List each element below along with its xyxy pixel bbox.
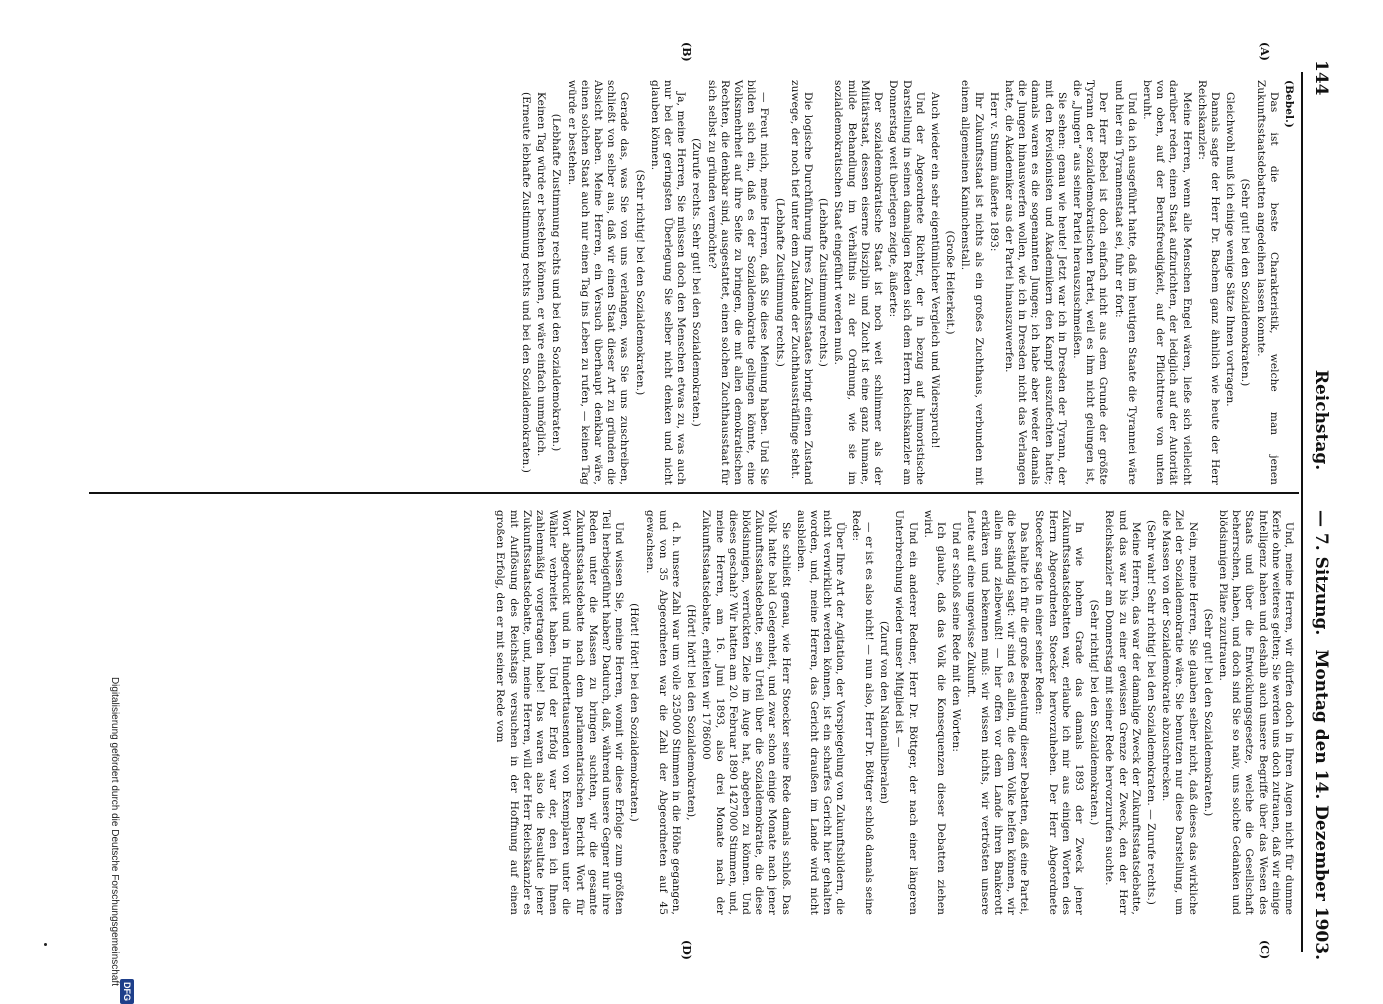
paragraph: — Freut mich, meine Herren, daß Sie diese Meinung haben. Und Sie bilden sich ein, daß es der Sozialdemokratie gelingen könnte, eine Volksmehrheit auf ihre Seite zu bringen, die mit allen demokratischen Rechten, die denkbar sind, ausgestattet, einen solchen Zuchthausstaat für sich selbst zu gründen vermöchte?: [705, 80, 771, 485]
interjection: (Zuruf von den Nationalliberalen): [878, 621, 891, 804]
quotation: Das halte ich für die große Bedeutung dieser Debatten, daß eine Partei, die beständig sagt: wir sind es allein, die dem Volke helfen können, wir allein sind zielbewußt! — hier offen vor dem Lande ihren Bankerott erklären und bekennen muß: wir wissen nichts, wir vertrösten unsere Leute auf eine ungewisse Zukunft.: [965, 510, 1031, 915]
paragraph: Und ein anderer Redner, Herr Dr. Böttger, der nach einer längeren Unterbrechung wieder unser Mitglied ist —: [893, 510, 919, 915]
paragraph: Herr v. Stumm äußerte 1893:: [987, 92, 1000, 252]
speck: [44, 943, 47, 946]
paragraph: Und der Abgeordnete Richter, der in bezug auf humoristische Darstellung in seinen damaligen Reden sich dem Herrn Reichskanzler am Donnerstag weit überlegen zeigte, äußerte:: [887, 80, 926, 485]
paragraph: Und wissen Sie, meine Herren, womit wir diese Erfolge zum größten Teil herbeigeführt haben? Dadurch, daß, während unsere Gegner nur ihre Reden unter die Massen zu bringen suchten, wir die gesamte Zukunftsstaatsdebatte nach dem parlamentarischen Bericht Wort für Wort abgedruckt und in Hunderttausenden von Exemplaren unter die Wähler verbreitet haben. Und der Erfolg war der, den ich Ihnen zahlenmäßig vorgetragen habe! Das waren also die Resultate jener Zukunftsstaatsdebatte, und, meine Herren, will der Herr Reichskanzler es mit Auflösung des Reichstags versuchen in der Hoffnung auf einen großen Erfolg, den er mit seiner Rede vom: [494, 510, 626, 915]
interjection: (Lebhafte Zustimmung rechts.): [773, 197, 786, 368]
paragraph: Das ist die beste Charakteristik, welche man jenen Zukunftsstaatsdebatten angedeihen lassen konnte.: [1254, 80, 1280, 485]
paragraph: Gerade das, was Sie von uns verlangen, was Sie uns zuschreiben, schließt von selber aus, daß wir einen Staat dieser Art zu gründen die Absicht haben. Meine Herren, ein Versuch überhaupt denkbar wäre, einen solchen Staat auch nur einen Tag ins Leben zu rufen, — keinen Tag würde er bestehen.: [565, 80, 631, 485]
quotation: Die logische Durchführung Ihres Zukunftsstaates bringt einen Zustand zuwege, der noch tief unter dem Zustande der Zuchthaussträflinge steht.: [788, 80, 815, 485]
paragraph: Keinen Tag würde er bestehen können, er wäre einfach unmöglich.: [535, 92, 548, 457]
right-column: [491, 510, 1295, 915]
paragraph: Meine Herren, das war der damalige Zweck der Zukunftsstaatsdebatte, und das war bis zu einer gewissen Grenze der Zweck, den der Herr Reichskanzler am Donnerstag mit seiner Rede hervorzurufen suchte.: [1103, 510, 1142, 915]
interjection: (Sehr richtig! bei den Sozialdemokraten.): [1088, 599, 1101, 826]
session-date: Montag den 14. Dezember 1903.: [1311, 649, 1331, 960]
paragraph: Nein, meine Herren, Sie glauben selber nicht, daß dieses das wirkliche Ziel der Sozialdemokratie wäre. Sie benutzen nur diese Darstellung, um die Massen von der Sozialdemokratie abzuschrecken.: [1160, 510, 1199, 915]
paragraph: Und, meine Herren, wir dürfen doch in Ihren Augen nicht für dumme Kerle ohne weiteres gelten; Sie werden uns doch zutrauen, daß wir einige Intelligenz haben und deshalb auch unsere Begriffe über das Wesen des Staats und über die Entwicklungsgesetze, welche die Gesellschaft beherrschen, haben, und doch sind Sie so naiv, uns solche Gedanken und blödsinnigen Pläne zuzutrauen.: [1216, 510, 1295, 915]
page-header: [1307, 60, 1331, 960]
interjection: (Erneute lebhafte Zustimmung rechts und bei den Sozialdemokraten.): [520, 92, 533, 473]
interjection: (Große Heiterkeit.): [944, 230, 957, 335]
dfg-logo: DFG: [120, 979, 134, 1004]
margin-letter-b: (B): [680, 42, 693, 62]
quotation: Meine Herren, wenn alle Menschen Engel wären, ließe sich vielleicht darüber reden, einen Staat aufzurichten, der lediglich auf der Autorität von oben, auf der Berufsfreudigkeit, auf der Pflichttreue von unten beruht.: [1140, 80, 1193, 485]
quotation: Der sozialdemokratische Staat ist noch weit schlimmer als der Militärstaat, dessen eiserne Disziplin und Zucht ist eine ganz humane, milde Behandlung im Verhältnis zu der Ordnung, wie sie im sozialdemokratischen Staat eingeführt werden muß.: [832, 80, 885, 485]
interjection: (Zurufe rechts. Sehr gut! bei den Sozialdemokraten.): [690, 138, 703, 427]
column-divider: [89, 492, 1299, 494]
session-label: — 7. Sitzung.: [1311, 510, 1331, 636]
page-title: Reichstag.: [1311, 369, 1331, 471]
paragraph: Damals sagte der Herr Dr. Bachem ganz ähnlich wie heute der Herr Reichskanzler:: [1195, 80, 1221, 485]
interjection: (Sehr gut! bei den Sozialdemokraten.): [1201, 608, 1214, 817]
paragraph: In wie hohem Grade das damals 1893 der Zweck jener Zukunftsstaatsdebatten war, erlaube ich mir aus einigen Worten des Herrn Abgeordneten Stoecker hervorzuheben. Der Herr Abgeordnete Stoecker sagte in einer seiner Reden:: [1033, 510, 1085, 915]
interjection: (Hört! hört! bei den Sozialdemokraten),: [685, 604, 698, 821]
quotation: Ich glaube, daß das Volk die Konsequenzen dieser Debatten ziehen wird.: [921, 510, 947, 915]
left-column: [517, 80, 1295, 485]
page-number: 144: [1311, 60, 1331, 96]
interjection: (Sehr richtig! bei den Sozialdemokraten.): [633, 169, 646, 396]
paragraph: Und da ich ausgeführt hatte, daß im heutigen Staate die Tyrannei wäre und hier ein Tyrannenstaat sei, fuhr er fort:: [1112, 80, 1138, 485]
margin-letter-c: (C): [1258, 940, 1271, 960]
interjection: (Sehr wahr! Sehr richtig! bei den Sozialdemokraten. — Zurufe rechts.): [1144, 520, 1157, 905]
speaker-label: (Bebel.): [1283, 80, 1295, 128]
quotation: Ihr Zukunftsstaat ist nichts als ein großes Zuchthaus, verbunden mit einem allgemeinen Kaninchenstall.: [959, 80, 985, 485]
paragraph: Und er schloß seine Rede mit den Worten:: [950, 522, 963, 753]
margin-letter-d: (D): [680, 940, 693, 960]
paragraph: Ja, meine Herren, Sie müssen doch den Menschen etwas zu, was auch nur bei der geringsten Überlegung Sie selber nicht denken und nicht glauben können.: [648, 80, 688, 485]
paragraph: Auch wieder ein sehr eigentümlicher Vergleich und Widerspruch!: [928, 92, 941, 449]
interjection: (Sehr gut! bei den Sozialdemokraten.): [1239, 178, 1252, 387]
quotation: Über Ihre Art der Agitation, der Vorspiegelung von Zukunftsbildern, die nicht verwirklicht werden können, ist ein scharfes Gericht hier gehalten worden, und, meine Herren, das Gericht draußen im Lande wird nicht ausbleiben.: [794, 510, 847, 915]
paragraph: — er ist es also nicht! — nun also, Herr Dr. Böttger schloß damals seine Rede:: [849, 510, 875, 915]
interjection: (Lebhafte Zustimmung rechts.): [817, 197, 830, 368]
paragraph: Sie sehen: genau wie heute! Jetzt war ich in Dresden der Tyrann, der mit den Revisionisten und Akademikern den Kampf auszufechten hatte; damals waren es die sogenannten Jungen; ich habe aber weder damals die Jungen hinauswerfen wollen, wie ich in Dresden nicht das Verlangen hatte, die Akademiker aus der Partei hinauszuwerfen.: [1002, 80, 1068, 485]
paragraph: d. h. unsere Zahl war um volle 325000 Stimmen in die Höhe gegangen, und von 35 Abgeordneten war die Zahl der Abgeordneten auf 45 gewachsen.: [643, 510, 683, 915]
paragraph: Sie schließt genau, wie Herr Stoecker seine Rede damals schloß. Das Volk hatte bald Gelegenheit, und zwar schon einige Monate nach jener Zukunftsstaatsdebatte, sein Urteil über die Sozialdemokratie, die diese blödsinnigen, verrückten Ziele im Auge hat, abgeben zu können. Und dieses geschah? Wir hatten am 20. Februar 1890 1427000 Stimmen, und, meine Herren, am 16. Juni 1893, also drei Monate nach der Zukunftsstaatsdebatte, erhielten wir 1786000: [700, 510, 792, 915]
interjection: (Lebhafte Zustimmung rechts und bei den Sozialdemokraten.): [550, 113, 563, 452]
margin-letter-a: (A): [1258, 42, 1271, 61]
paragraph: Gleichwohl muß ich einige wenige Sätze Ihnen vortragen.: [1224, 92, 1237, 407]
credit-text: Digitalisierung gefördert durch die Deutsche Forschungsgemeinschaft: [109, 676, 120, 986]
header-rule: [1301, 72, 1303, 952]
interjection: (Hört! Hört! bei den Sozialdemokraten.): [628, 603, 641, 822]
quotation: Der Herr Bebel ist doch einfach nicht aus dem Grunde der größte Tyrann der sozialdemokratischen Partei, weil es ihm nicht gelungen ist, die „Jungen“ aus seiner Partei herauszuschmeißen.: [1070, 80, 1110, 485]
